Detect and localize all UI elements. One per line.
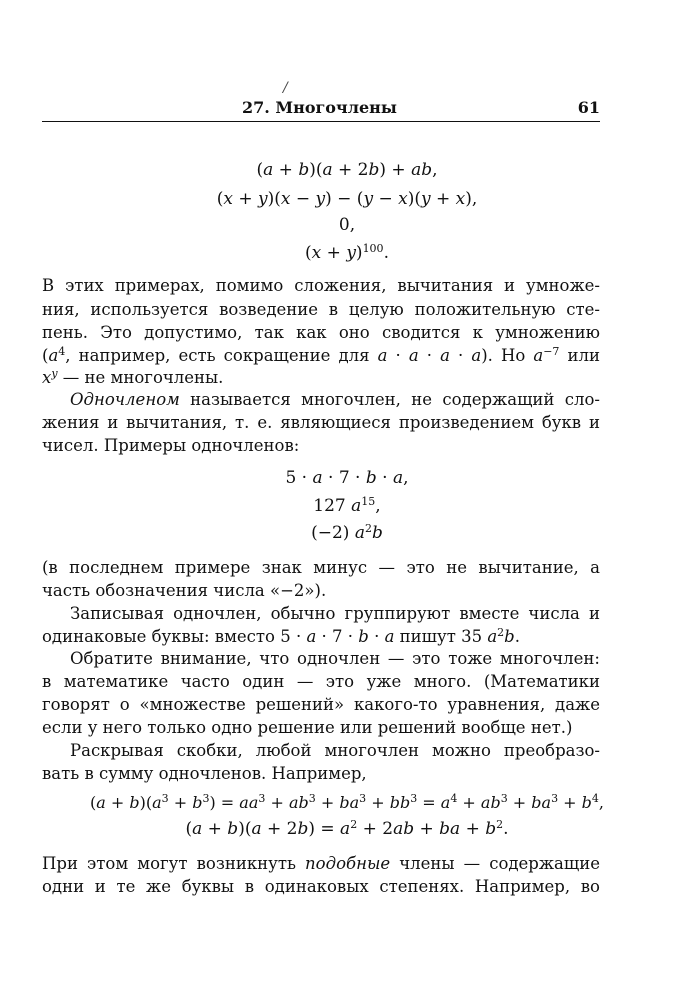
monomial-2: 127 $a^{15}$,: [313, 495, 381, 516]
para2-line2: жения и вычитания, т. е. являющиеся произведением букв и: [42, 413, 600, 432]
para4-line1: Записывая одночлен, обычно группируют вместе числа и: [70, 604, 600, 623]
term-monomial: Одночленом: [70, 390, 180, 409]
para4-line2: одинаковые буквы: вместо 5 · a · 7 · b · a пишут 35 $a^2b$.: [42, 626, 520, 646]
scan-mark: /: [283, 80, 288, 96]
para5-line4: если у него только одно решение или решений вообще нет.): [42, 718, 573, 737]
monomial-1: 5 · a · 7 · b · a,: [285, 468, 409, 488]
para2-line1: Одночленом называется многочлен, не содержащий сло-: [70, 390, 600, 409]
para1-line4: ($a^4$, например, есть сокращение для a · a · a · a). Но $a^{-7}$ или: [42, 345, 600, 365]
para3-line2: часть обозначения числа «−2»).: [42, 581, 327, 600]
formula-2: (x + y)(x − y) − (y − x)(y + x),: [216, 189, 478, 209]
para1-line3: пень. Это допустимо, так как оно сводится к умножению: [42, 323, 600, 342]
formula-4: $(x + y)^{100}$.: [305, 242, 389, 263]
monomial-3: (−2) $a^2b$: [311, 522, 383, 543]
para6-line2: вать в сумму одночленов. Например,: [42, 764, 367, 783]
para2-line3: чисел. Примеры одночленов:: [42, 436, 300, 455]
para1-line5: $x^y$ — не многочлены.: [42, 367, 224, 387]
chapter-title: 27. Многочлены: [242, 98, 397, 117]
formula-3: 0,: [338, 215, 356, 235]
running-header: [42, 96, 600, 122]
para6-line1: Раскрывая скобки, любой многочлен можно преобразо-: [70, 741, 600, 760]
term-similar: подобные: [305, 854, 391, 873]
para7-line2: одни и те же буквы в одинаковых степенях. Например, во: [42, 877, 600, 896]
para5-line3: говорят о «множестве решений» какого-то уравнения, даже: [42, 695, 600, 714]
para1-line1: В этих примерах, помимо сложения, вычитания и умноже-: [42, 276, 600, 295]
para1-line2: ния, используется возведение в целую положительную сте-: [42, 300, 600, 319]
para5-line1: Обратите внимание, что одночлен — это тоже многочлен:: [70, 649, 600, 668]
expansion-formula-2: $(a + b)(a + 2b) = a^2 + 2ab$ + ba + $b^2$.: [185, 818, 509, 839]
para3-line1: (в последнем примере знак минус — это не вычитание, а: [42, 558, 600, 577]
formula-1: (a + b)(a + 2b) + ab,: [256, 160, 438, 180]
page-number: 61: [577, 98, 600, 117]
para5-line2: в математике часто один — это уже много. (Математики: [42, 672, 600, 691]
header-rule: [42, 121, 600, 122]
para7-line1: При этом могут возникнуть подобные члены — содержащие: [42, 854, 600, 873]
expansion-formula-1: $(a + b)(a^3 + b^3) = aa^3 + ab^3 + ba^3 + bb^3 = a^4 + ab^3 + ba^3 + b^4$,: [89, 792, 605, 812]
